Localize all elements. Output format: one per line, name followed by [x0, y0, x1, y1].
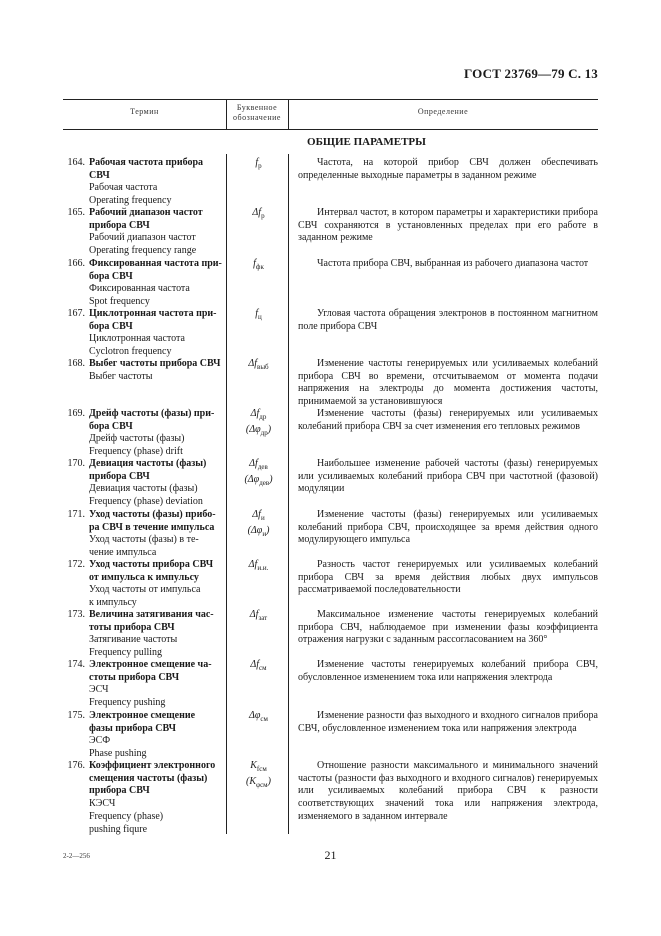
- entry-number: 169.: [67, 408, 85, 419]
- section-title: ОБЩИЕ ПАРАМЕТРЫ: [307, 136, 426, 148]
- term-english: Phase pushing: [89, 748, 147, 760]
- entry-number: 176.: [67, 760, 85, 771]
- term-russian-bold: Коэффициент электронного: [89, 760, 216, 771]
- entry-number: 167.: [67, 308, 85, 319]
- page-number: 21: [324, 848, 337, 862]
- entry-definition: Максимальное изменение частоты генерируемых колебаний прибора СВЧ, наблюдаемое при изменении фазы коэффициента отражения нагрузки с заданным рассогласованием на 360°: [298, 609, 598, 646]
- term-short-form: Выбег частоты: [89, 370, 153, 382]
- entry-definition: Изменение разности фаз выходного и входного сигналов прибора СВЧ, обусловленное изменением тока или напряжения электрода: [298, 710, 598, 734]
- entry-term: [89, 207, 225, 258]
- term-english: Frequency (phase) deviation: [89, 496, 203, 508]
- entry-number: 166.: [67, 258, 85, 269]
- entry-term: [89, 308, 225, 359]
- term-short-form: Затягивание частоты: [89, 634, 178, 646]
- entry-definition: Изменение частоты (фазы) генерируемых или усиливаемых колебаний прибора СВЧ за счет изменения его тепловых режимов: [298, 408, 598, 432]
- entry-symbol: $\Delta f_р$: [252, 207, 265, 220]
- entry-number: 164.: [67, 157, 85, 168]
- term-russian-bold: СВЧ: [89, 169, 110, 181]
- entry-definition: Отношение разности максимального и минимального значений частоты (разности фаз выходного и входного сигналов) генерируемых или усиливаемых колебаний прибора СВЧ к разности соответствующих значений тока или напряжения электрода, изменяемого в заданном интервале: [298, 760, 598, 822]
- entry-number: 175.: [67, 710, 85, 721]
- term-english: Frequency (phase): [89, 810, 164, 822]
- entry-definition: Изменение частоты генерируемых колебаний прибора СВЧ, обусловленное изменением тока или напряжения электрода: [298, 659, 598, 683]
- term-russian-bold: фазы прибора СВЧ: [89, 722, 176, 734]
- entry-symbol: $K_{fсм}$ $(K_{\varphi см})$: [246, 760, 271, 789]
- term-russian-bold: Девиация частоты (фазы): [89, 458, 207, 469]
- column-header-term: Термин: [130, 107, 159, 116]
- term-english: Frequency pulling: [89, 647, 163, 659]
- term-english: Spot frequency: [89, 296, 150, 308]
- entry-number: 168.: [67, 358, 85, 369]
- term-russian-bold: прибора СВЧ: [89, 219, 150, 231]
- document-header: ГОСТ 23769—79 С. 13: [464, 66, 598, 81]
- term-english: Operating frequency range: [89, 245, 197, 257]
- entry-term: [89, 559, 225, 610]
- entry-symbol: $\Delta f_и$ $(\Delta\varphi_и)$: [247, 509, 270, 538]
- term-short-form: Уход частоты от импульса: [89, 584, 201, 596]
- entry-term: [89, 760, 225, 836]
- table-top-rule: [63, 99, 598, 100]
- term-english: pushing fiqure: [89, 823, 148, 835]
- term-short-form: к импульсу: [89, 597, 137, 609]
- entry-term: [89, 609, 225, 660]
- term-russian-bold: прибора СВЧ: [89, 470, 150, 482]
- term-russian-bold: Электронное смещение ча-: [89, 659, 212, 670]
- term-russian-bold: ра СВЧ в течение импульса: [89, 521, 215, 533]
- entry-term: [89, 509, 225, 560]
- entry-symbol: $\Delta f_{зат}$: [249, 609, 268, 622]
- footer-code: 2-2—256: [63, 852, 90, 860]
- term-russian-bold: от импульса к импульсу: [89, 571, 199, 583]
- term-short-form: КЭСЧ: [89, 798, 116, 810]
- term-english: Cyclotron frequency: [89, 346, 172, 358]
- term-short-form: ЭСФ: [89, 735, 111, 747]
- term-short-form: ЭСЧ: [89, 684, 109, 696]
- term-russian-bold: Величина затягивания час-: [89, 609, 214, 620]
- entry-definition: Интервал частот, в котором параметры и характеристики прибора СВЧ сохраняются в установленных пределах при его работе в заданном режиме: [298, 207, 598, 244]
- entry-symbol: $\Delta f_{дев}$ $(\Delta\varphi_{дев})$: [244, 458, 273, 487]
- entry-term: [89, 710, 225, 761]
- entry-definition: Изменение частоты (фазы) генерируемых или усиливаемых колебаний прибора СВЧ, происходящее за время действия одного модулирующего импульса: [298, 509, 598, 546]
- term-russian-bold: бора СВЧ: [89, 320, 133, 332]
- entry-symbol: $\Delta f_{выб}$: [248, 358, 269, 371]
- term-russian-bold: Уход частоты (фазы) прибо-: [89, 509, 216, 520]
- term-russian-bold: Электронное смещение: [89, 710, 196, 721]
- term-russian-bold: тоты прибора СВЧ: [89, 621, 175, 633]
- term-russian-bold: смещения частоты (фазы): [89, 772, 208, 784]
- column-divider: [226, 154, 227, 834]
- term-russian-bold: Выбег частоты прибора СВЧ: [89, 358, 221, 369]
- column-header-symbol: Буквенное обозначение: [233, 103, 281, 122]
- term-short-form: Циклотронная частота: [89, 333, 185, 345]
- term-russian-bold: Циклотронная частота при-: [89, 308, 217, 319]
- entry-term: [89, 408, 225, 459]
- term-short-form: Дрейф частоты (фазы): [89, 433, 185, 445]
- table-header-rule: [63, 129, 598, 130]
- entry-symbol: $f_{фк}$: [253, 258, 264, 271]
- term-russian-bold: бора СВЧ: [89, 270, 133, 282]
- term-russian-bold: стоты прибора СВЧ: [89, 671, 180, 683]
- term-short-form: Фиксированная частота: [89, 283, 190, 295]
- entry-symbol: $\Delta f_{см}$: [250, 659, 267, 672]
- entry-definition: Изменение частоты генерируемых или усиливаемых колебаний прибора СВЧ во времени, отсчитываемом от момента подачи напряжения на электроды до момента достижения частоты, принимаемой за установившуюся: [298, 358, 598, 408]
- entry-definition: Наибольшее изменение рабочей частоты (фазы) генерируемых или усиливаемых колебаний прибора СВЧ при частотной (фазовой) модуляции: [298, 458, 598, 495]
- term-russian-bold: бора СВЧ: [89, 420, 133, 432]
- entry-term: [89, 458, 225, 509]
- term-english: Frequency pushing: [89, 697, 166, 709]
- entry-term: [89, 659, 225, 710]
- entry-number: 174.: [67, 659, 85, 670]
- entry-term: [89, 157, 225, 208]
- entry-symbol: $f_ц$: [255, 308, 262, 321]
- term-english: Frequency (phase) drift: [89, 446, 183, 458]
- term-russian-bold: Рабочий диапазон частот: [89, 207, 203, 218]
- term-short-form: Девиация частоты (фазы): [89, 483, 198, 495]
- entry-definition: Частота прибора СВЧ, выбранная из рабочего диапазона частот: [317, 258, 589, 269]
- entry-term: [89, 358, 225, 383]
- term-short-form: Рабочий диапазон частот: [89, 232, 196, 244]
- term-short-form: Уход частоты (фазы) в те-: [89, 534, 199, 546]
- entry-symbol: $\Delta f_{др}$ $(\Delta\varphi_{др})$: [245, 408, 272, 437]
- term-english: Operating frequency: [89, 195, 172, 207]
- entry-definition: Частота, на которой прибор СВЧ должен обеспечивать определенные выходные параметры в заданном режиме: [298, 157, 598, 181]
- entry-number: 170.: [67, 458, 85, 469]
- term-russian-bold: Уход частоты прибора СВЧ: [89, 559, 214, 570]
- term-russian-bold: Дрейф частоты (фазы) при-: [89, 408, 215, 419]
- entry-symbol: $\Delta\varphi_{см}$: [249, 710, 268, 723]
- entry-number: 173.: [67, 609, 85, 620]
- entry-symbol: $\Delta f_{и.и.}$: [248, 559, 269, 572]
- term-short-form: чение импульса: [89, 547, 157, 559]
- term-russian-bold: Рабочая частота прибора: [89, 157, 204, 168]
- entry-number: 165.: [67, 207, 85, 218]
- entry-definition: Угловая частота обращения электронов в постоянном магнитном поле прибора СВЧ: [298, 308, 598, 332]
- term-short-form: Рабочая частота: [89, 182, 158, 194]
- entry-number: 172.: [67, 559, 85, 570]
- term-russian-bold: Фиксированная частота при-: [89, 258, 222, 269]
- entry-number: 171.: [67, 509, 85, 520]
- entry-term: [89, 258, 225, 309]
- entry-symbol: $f_р$: [255, 157, 262, 170]
- term-russian-bold: прибора СВЧ: [89, 785, 150, 797]
- entry-definition: Разность частот генерируемых или усиливаемых колебаний прибора СВЧ за время действия любых двух импульсов рассматриваемой последовательности: [298, 559, 598, 596]
- column-divider: [288, 154, 289, 834]
- column-header-definition: Определение: [417, 107, 469, 116]
